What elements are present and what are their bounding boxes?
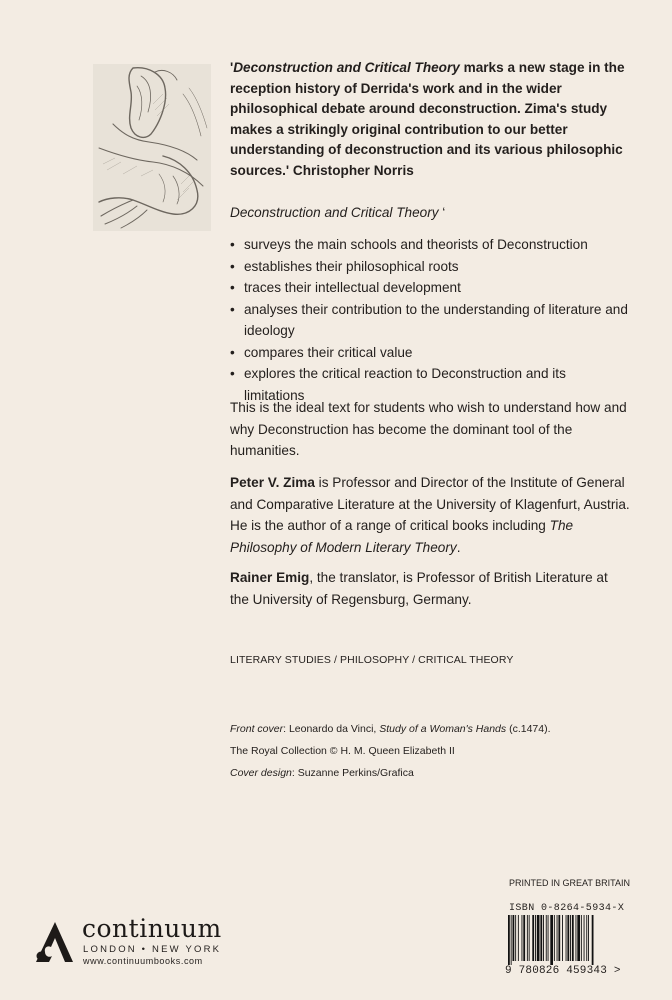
cover-credits: [230, 718, 630, 784]
list-item: • establishes their philosophical roots: [230, 256, 630, 278]
review-quote: [230, 58, 630, 181]
intro-line: [230, 205, 630, 220]
quote-text: marks a new stage in the reception history of Derrida's work and in the wider philosophical debate around deconstruction. Zima's study makes a strikingly original contribution to our better understanding of deconstruction and its various philosophic sources.': [230, 60, 625, 178]
front-cover-text: : Leonardo da Vinci,: [283, 723, 380, 735]
publisher-url: www.continuumbooks.com: [83, 956, 203, 966]
intro-mark: ‘: [438, 205, 446, 220]
cover-design-label: Cover design: [230, 767, 292, 779]
quote-book-title: Deconstruction and Critical Theory: [233, 60, 460, 75]
quote-open-mark: ': [230, 60, 234, 75]
barcode-number: 9 780826 459343 >: [505, 965, 621, 977]
list-item: • traces their intellectual development: [230, 277, 630, 299]
front-cover-label: Front cover: [230, 723, 284, 735]
ideal-text-paragraph: This is the ideal text for students who wish to understand how and why Deconstruction has become the dominant tool of the humanities.: [230, 400, 627, 458]
publisher-name: continuum: [82, 914, 222, 943]
front-cover-date: (c.1474).: [506, 723, 551, 735]
quote-author: Christopher Norris: [289, 162, 414, 178]
cover-design-text: : Suzanne Perkins/Grafica: [291, 767, 414, 779]
translator-bio-text: , the translator, is Professor of British Literature at the University of Regensburg, Germany.: [230, 570, 608, 607]
author-book-title: The Philosophy of Modern Literary Theory: [230, 518, 574, 555]
leonardo-hands-sketch: [93, 64, 211, 231]
author-bio: [230, 472, 630, 558]
translator-name: Rainer Emig: [230, 570, 310, 585]
list-item: • analyses their contribution to the understanding of literature and ideology: [230, 299, 630, 342]
publisher-logo: [30, 914, 250, 968]
publisher-cities: LONDON • NEW YORK: [83, 944, 222, 955]
hands-sketch-icon: [93, 64, 211, 231]
intro-title: Deconstruction and Critical Theory: [230, 205, 439, 220]
list-item: • compares their critical value: [230, 342, 630, 364]
barcode-icon: [505, 915, 625, 967]
subject-categories: LITERARY STUDIES / PHILOSOPHY / CRITICAL THEORY: [230, 654, 514, 666]
feature-list: [230, 234, 630, 406]
front-cover-credit: [230, 718, 630, 740]
isbn-label: ISBN 0-8264-5934-X: [509, 903, 625, 914]
list-item: • surveys the main schools and theorists of Deconstruction: [230, 234, 630, 256]
author-bio-text: is Professor and Director of the Institute of General and Comparative Literature at the University of Klagenfurt, Austria. He is the author of a range of critical books including: [230, 475, 630, 533]
front-cover-work: Study of a Woman's Hands: [379, 723, 507, 735]
translator-bio: [230, 567, 630, 610]
royal-collection-credit: The Royal Collection © H. M. Queen Elizabeth II: [230, 745, 455, 757]
author-bio-end: .: [456, 539, 461, 555]
cover-design-credit: [230, 762, 630, 784]
continuum-logo-icon: [30, 918, 78, 966]
list-item: • explores the critical reaction to Deconstruction and its limitations: [230, 363, 630, 406]
author-name: Peter V. Zima: [230, 475, 315, 490]
printed-in-label: PRINTED IN GREAT BRITAIN: [509, 878, 631, 888]
